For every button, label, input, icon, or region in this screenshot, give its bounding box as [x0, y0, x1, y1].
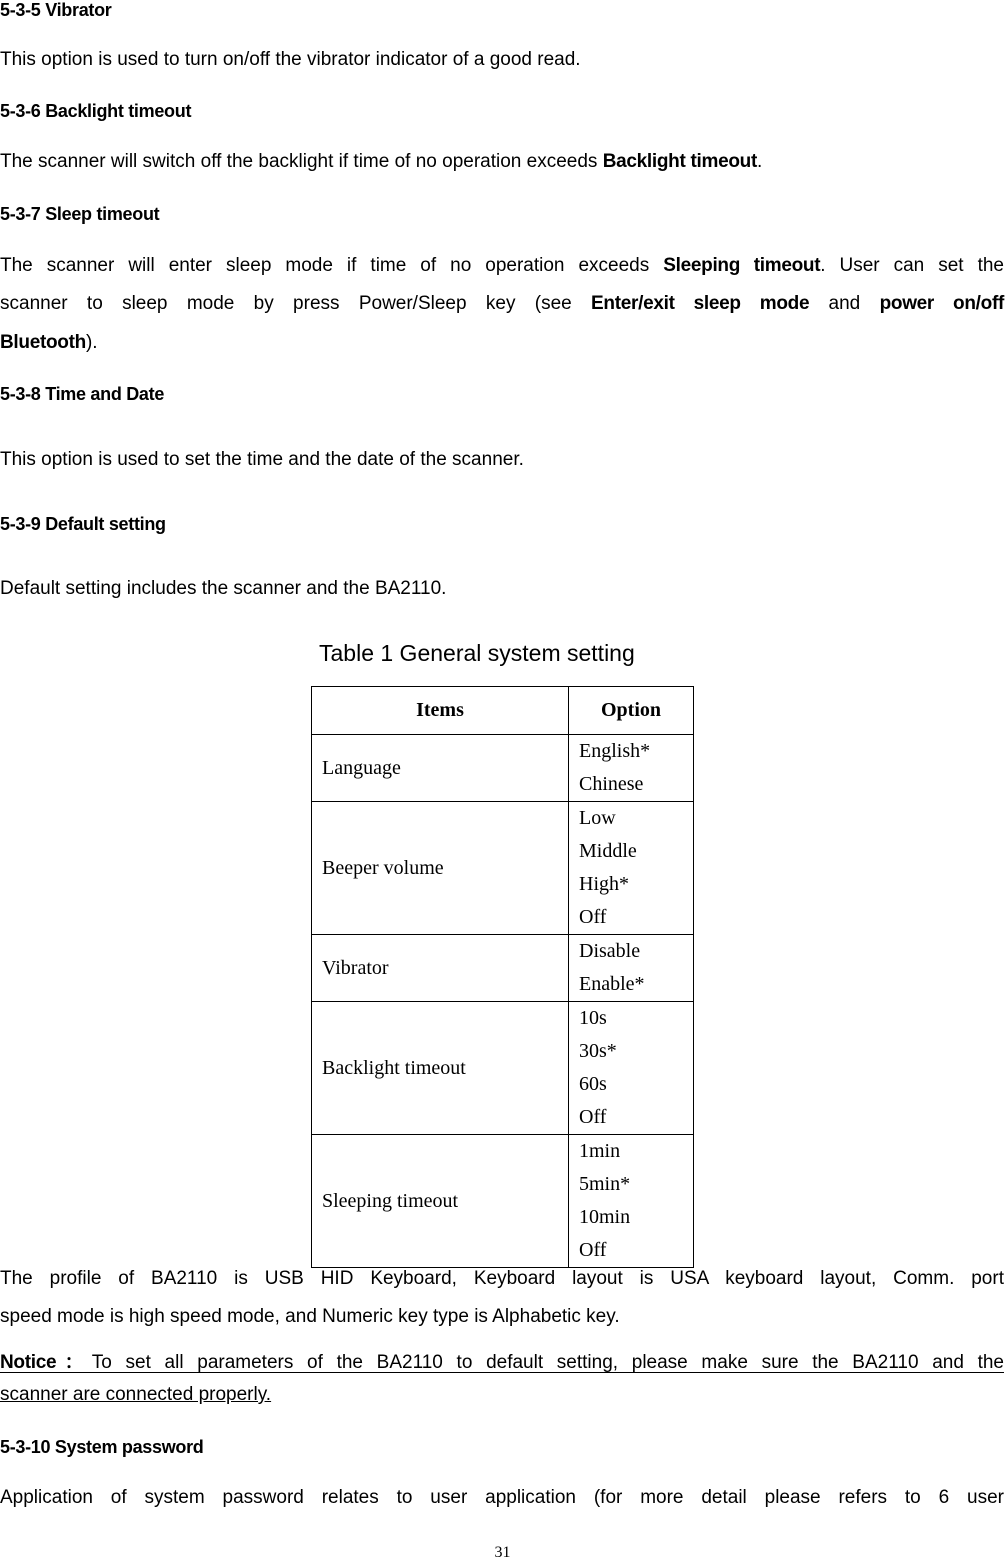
- table-caption: Table 1 General system setting: [319, 640, 635, 666]
- option-value: Off: [579, 1106, 607, 1128]
- option-value: Off: [579, 906, 607, 928]
- backlight-text-post: .: [757, 151, 763, 172]
- sleep-description-line1: [0, 255, 1004, 277]
- system-password-description: Application of system password relates to user application (for more detail please refers to 6 user: [0, 1487, 1004, 1508]
- backlight-description: [0, 151, 762, 173]
- general-settings-table: [311, 686, 694, 1268]
- column-header-items: Items: [312, 687, 569, 735]
- table-row: [312, 1135, 694, 1268]
- sleep-text-pre: The scanner will enter sleep mode if time of no operation exceeds: [0, 255, 664, 276]
- item-cell: Vibrator: [312, 935, 569, 1002]
- option-value: 5min*: [579, 1173, 631, 1195]
- option-value: 30s*: [579, 1040, 617, 1062]
- item-cell: Sleeping timeout: [312, 1135, 569, 1268]
- option-value: Disable: [579, 940, 641, 962]
- option-value: Chinese: [579, 773, 644, 795]
- sleep-line2-mid: and: [809, 293, 880, 314]
- page-number: 31: [494, 1544, 511, 1561]
- backlight-text-pre: The scanner will switch off the backlight if time of no operation exceeds: [0, 151, 603, 172]
- item-cell: Language: [312, 735, 569, 802]
- heading-vibrator: 5-3-5 Vibrator: [0, 0, 112, 20]
- sleep-description-line2: [0, 293, 1004, 315]
- backlight-term: Backlight timeout: [602, 151, 757, 172]
- column-header-option: Option: [569, 687, 694, 735]
- heading-backlight-timeout: 5-3-6 Backlight timeout: [0, 101, 192, 121]
- default-setting-description: Default setting includes the scanner and the BA2110.: [0, 578, 447, 599]
- notice-line2: scanner are connected properly.: [0, 1384, 272, 1405]
- option-value: Middle: [579, 840, 637, 862]
- item-cell: Backlight timeout: [312, 1002, 569, 1135]
- heading-default-setting: 5-3-9 Default setting: [0, 514, 166, 534]
- option-cell: [569, 935, 694, 1002]
- table-row: [312, 802, 694, 935]
- sleep-line2-pre: scanner to sleep mode by press Power/Sleep key (see: [0, 293, 592, 314]
- power-onoff-link: power on/off: [879, 293, 1004, 314]
- option-cell: [569, 735, 694, 802]
- table-header-row: [312, 687, 694, 735]
- heading-system-password: 5-3-10 System password: [0, 1437, 204, 1457]
- sleep-text-post: . User can set the: [820, 255, 1004, 276]
- option-value: 10s: [579, 1007, 607, 1029]
- sleep-description-line3: [0, 332, 98, 354]
- notice-text-line1: To set all parameters of the BA2110 to default setting, please make sure the BA2110 and the: [91, 1352, 1004, 1373]
- table-row: [312, 1002, 694, 1135]
- table-row: [312, 935, 694, 1002]
- table-row: [312, 735, 694, 802]
- profile-line2: speed mode is high speed mode, and Numeric key type is Alphabetic key.: [0, 1306, 620, 1327]
- option-value: Enable*: [579, 973, 645, 995]
- option-value: Off: [579, 1239, 607, 1261]
- sleep-term: Sleeping timeout: [663, 255, 821, 276]
- item-cell: Beeper volume: [312, 802, 569, 935]
- notice-label: Notice：: [0, 1352, 92, 1373]
- option-value: High*: [579, 873, 629, 895]
- option-value: 60s: [579, 1073, 607, 1095]
- option-value: English*: [579, 740, 651, 762]
- heading-sleep-timeout: 5-3-7 Sleep timeout: [0, 204, 160, 224]
- option-cell: [569, 802, 694, 935]
- option-cell: [569, 1002, 694, 1135]
- option-cell: [569, 1135, 694, 1268]
- option-value: 1min: [579, 1140, 621, 1162]
- option-value: Low: [579, 807, 616, 829]
- vibrator-description: This option is used to turn on/off the vibrator indicator of a good read.: [0, 49, 581, 70]
- bluetooth-link: Bluetooth: [0, 332, 86, 353]
- notice-underline: [0, 1372, 1004, 1373]
- heading-time-date: 5-3-8 Time and Date: [0, 384, 165, 404]
- option-value: 10min: [579, 1206, 631, 1228]
- profile-line1: The profile of BA2110 is USB HID Keyboard, Keyboard layout is USA keyboard layout, Comm. port: [0, 1268, 1004, 1289]
- sleep-mode-link: Enter/exit sleep mode: [591, 293, 810, 314]
- sleep-line3-post: ).: [85, 332, 98, 353]
- time-date-description: This option is used to set the time and the date of the scanner.: [0, 449, 524, 470]
- notice-line1: [0, 1347, 1004, 1374]
